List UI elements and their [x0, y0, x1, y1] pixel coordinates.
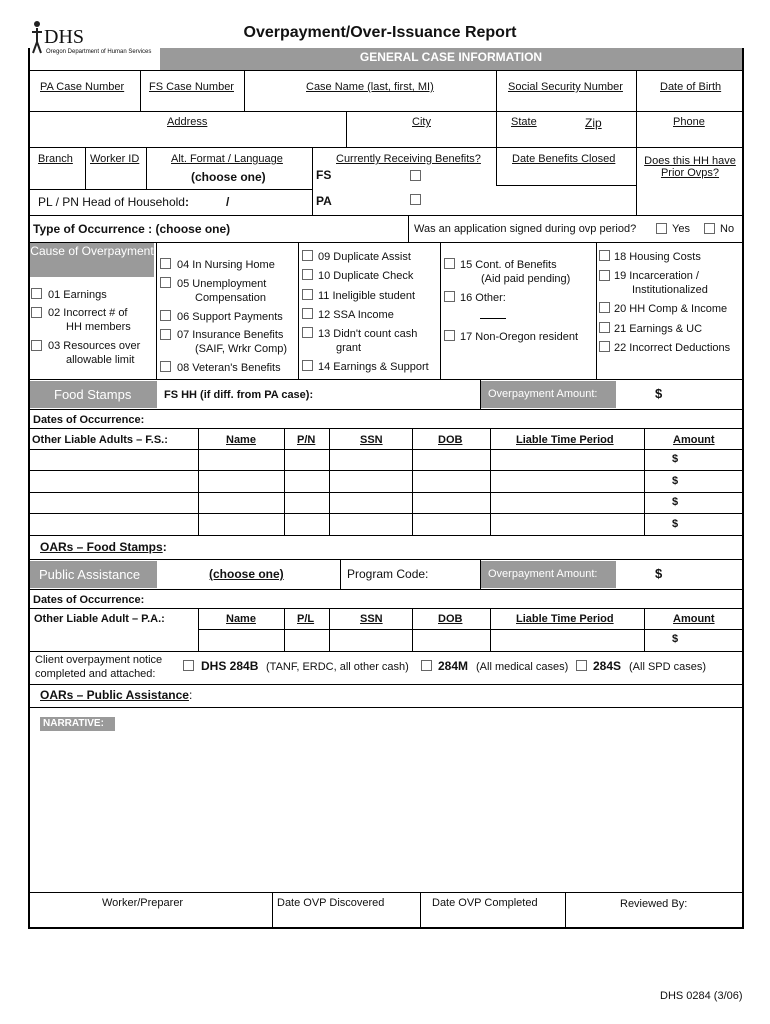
cause-13-label-line2: grant	[336, 342, 362, 354]
alt-format-choose[interactable]: (choose one)	[191, 170, 266, 184]
s284-checkbox[interactable]	[576, 660, 587, 671]
cause-07-label: 07 Insurance Benefits	[177, 329, 284, 341]
date-discovered-label: Date OVP Discovered	[277, 897, 385, 909]
yes-checkbox[interactable]	[656, 223, 667, 234]
cause-09-checkbox[interactable]	[302, 250, 313, 261]
section-header	[160, 48, 742, 70]
cause-16-checkbox[interactable]	[444, 291, 455, 302]
fs-amount-row3[interactable]: $	[672, 496, 679, 508]
pl-pn-text: PL / PN Head of Household	[38, 195, 185, 209]
pa-label: PA	[316, 194, 332, 208]
cause-05-checkbox[interactable]	[160, 277, 171, 288]
cause-06-label: 06 Support Payments	[177, 311, 283, 323]
application-signed-question: Was an application signed during ovp period?	[414, 223, 637, 235]
cause-06-checkbox[interactable]	[160, 310, 171, 321]
address-label: Address	[167, 116, 208, 128]
frame-bottom	[28, 927, 744, 929]
dhs284b-label: DHS 284B	[201, 659, 259, 673]
pa-period-header: Liable Time Period	[516, 613, 614, 625]
cause-02-checkbox[interactable]	[31, 307, 42, 318]
fs-name-header: Name	[226, 434, 256, 446]
no-label: No	[720, 223, 735, 235]
pa-ssn-header: SSN	[360, 613, 383, 625]
pa-overpayment-dollar[interactable]: $	[655, 566, 663, 581]
pl-pn-slash: /	[226, 195, 230, 209]
cause-04-checkbox[interactable]	[160, 258, 171, 269]
fs-amount-row4[interactable]: $	[672, 518, 679, 530]
fs-dob-header: DOB	[438, 434, 463, 446]
cause-05-label-line2: Compensation	[195, 292, 266, 304]
cause-21-label: 21 Earnings & UC	[614, 323, 703, 335]
cause-title: Cause of Overpayment	[30, 243, 154, 277]
cause-07-checkbox[interactable]	[160, 329, 171, 340]
dhs284b-note: (TANF, ERDC, all other cash)	[266, 661, 409, 673]
fs-amount-row1[interactable]: $	[672, 453, 679, 465]
pa-dob-header: DOB	[438, 613, 463, 625]
fs-oars-colon: :	[162, 540, 167, 554]
fs-oars-label	[40, 540, 167, 554]
fs-amount-header: Amount	[673, 434, 715, 446]
pa-receiving-checkbox[interactable]	[410, 194, 421, 205]
dob-label: Date of Birth	[660, 81, 722, 93]
pa-oars-colon: :	[188, 688, 193, 702]
pa-dates-label: Dates of Occurrence:	[33, 594, 145, 606]
cause-13-label: 13 Didn't count cash	[318, 328, 418, 340]
cause-09-label: 09 Duplicate Assist	[318, 251, 411, 263]
s284-note: (All SPD cases)	[629, 661, 707, 673]
fs-oars-text: OARs – Food Stamps	[40, 540, 163, 554]
pa-amount-header: Amount	[673, 613, 715, 625]
cause-17-label: 17 Non-Oregon resident	[460, 331, 579, 343]
cause-02-label-line2: HH members	[66, 321, 131, 333]
reviewed-by-label: Reviewed By:	[620, 898, 688, 910]
fs-hh-label: FS HH (if diff. from PA case):	[164, 389, 314, 401]
pa-overpayment-amount-label: Overpayment Amount:	[481, 561, 616, 588]
cause-10-checkbox[interactable]	[302, 269, 313, 280]
yes-label: Yes	[672, 223, 690, 235]
branch-label: Branch	[38, 153, 73, 165]
dhs284b-checkbox[interactable]	[183, 660, 194, 671]
cause-11-label: 11 Ineligible student	[318, 290, 416, 302]
logo-text: DHS	[44, 26, 85, 48]
food-stamps-title: Food Stamps	[30, 381, 157, 408]
state-label: State	[511, 116, 537, 128]
cause-15-checkbox[interactable]	[444, 258, 455, 269]
cause-02-label: 02 Incorrect # of	[48, 307, 128, 319]
worker-id-label: Worker ID	[90, 153, 140, 165]
phone-label: Phone	[673, 116, 705, 128]
cause-20-checkbox[interactable]	[599, 302, 610, 313]
cause-03-label: 03 Resources over	[48, 340, 141, 352]
cause-18-label: 18 Housing Costs	[614, 251, 701, 263]
fs-case-number-label: FS Case Number	[149, 81, 234, 93]
page-title: Overpayment/Over-Issuance Report	[243, 24, 517, 41]
public-assistance-title: Public Assistance	[30, 561, 157, 588]
cause-15-label-line2: (Aid paid pending)	[481, 273, 571, 285]
logo-figure-icon	[30, 20, 44, 54]
no-checkbox[interactable]	[704, 223, 715, 234]
pa-oars-text: OARs – Public Assistance	[40, 688, 189, 702]
notice-label-line2: completed and attached:	[35, 668, 156, 680]
pl-pn-colon: :	[184, 195, 189, 209]
cause-20-label: 20 HH Comp & Income	[614, 303, 728, 315]
section-title: GENERAL CASE INFORMATION	[359, 50, 543, 64]
pa-pl-header: P/L	[297, 613, 315, 625]
form-number: DHS 0284 (3/06)	[660, 990, 743, 1002]
cause-03-checkbox[interactable]	[31, 340, 42, 351]
program-code-label: Program Code:	[347, 567, 429, 581]
cause-04-label: 04 In Nursing Home	[177, 259, 275, 271]
cause-10-label: 10 Duplicate Check	[318, 270, 414, 282]
dhs-logo	[30, 20, 160, 58]
pa-case-number-label: PA Case Number	[40, 81, 125, 93]
cause-15-label: 15 Cont. of Benefits	[460, 259, 557, 271]
pa-liable-label: Other Liable Adult – P.A.:	[34, 613, 165, 625]
fs-ssn-header: SSN	[360, 434, 383, 446]
cause-22-checkbox[interactable]	[599, 341, 610, 352]
fs-period-header: Liable Time Period	[516, 434, 614, 446]
narrative-area[interactable]	[30, 735, 742, 890]
pa-amount-row1[interactable]: $	[672, 633, 679, 645]
cause-16-other-line[interactable]	[480, 318, 506, 319]
cause-19-checkbox[interactable]	[599, 270, 610, 281]
cause-12-checkbox[interactable]	[302, 308, 313, 319]
occurrence-choose[interactable]: (choose one)	[155, 222, 231, 236]
narrative-label: NARRATIVE:	[40, 717, 115, 731]
cause-01-checkbox[interactable]	[31, 288, 42, 299]
alt-format-label: Alt. Format / Language	[171, 153, 283, 165]
receiving-benefits-label: Currently Receiving Benefits?	[336, 153, 481, 165]
pa-name-header: Name	[226, 613, 256, 625]
ssn-label: Social Security Number	[508, 81, 623, 93]
fs-overpayment-amount-label: Overpayment Amount:	[481, 381, 616, 408]
cause-07-label-line2: (SAIF, Wrkr Comp)	[195, 343, 288, 355]
fs-overpayment-dollar[interactable]: $	[655, 386, 663, 401]
pa-oars-label	[40, 688, 192, 702]
case-name-label: Case Name (last, first, MI)	[306, 81, 434, 93]
occurrence-label-text: Type of Occurrence :	[33, 222, 153, 236]
frame-right	[742, 48, 744, 928]
cause-19-label-line2: Institutionalized	[632, 284, 708, 296]
cause-14-checkbox[interactable]	[302, 360, 313, 371]
cause-21-checkbox[interactable]	[599, 322, 610, 333]
occurrence-label	[33, 222, 230, 236]
fs-receiving-checkbox[interactable]	[410, 170, 421, 181]
cause-11-checkbox[interactable]	[302, 289, 313, 300]
fs-amount-row2[interactable]: $	[672, 475, 679, 487]
cause-12-label: 12 SSA Income	[318, 309, 394, 321]
cause-16-label: 16 Other:	[460, 292, 506, 304]
cause-17-checkbox[interactable]	[444, 330, 455, 341]
m284-note: (All medical cases)	[476, 661, 569, 673]
logo-subtext: Oregon Department of Human Services	[46, 49, 152, 55]
m284-label: 284M	[438, 659, 469, 673]
m284-checkbox[interactable]	[421, 660, 432, 671]
pa-choose-one[interactable]: (choose one)	[209, 567, 284, 581]
cause-01-label: 01 Earnings	[48, 289, 107, 301]
fs-label: FS	[316, 168, 332, 182]
fs-dates-label: Dates of Occurrence:	[33, 414, 145, 426]
cause-03-label-line2: allowable limit	[66, 354, 135, 366]
date-completed-label: Date OVP Completed	[432, 897, 538, 909]
cause-08-label: 08 Veteran's Benefits	[177, 362, 281, 374]
notice-label-line1: Client overpayment notice	[35, 654, 163, 666]
zip-label: Zip	[585, 116, 602, 130]
cause-08-checkbox[interactable]	[160, 361, 171, 372]
cause-05-label: 05 Unemployment	[177, 278, 267, 290]
fs-liable-label: Other Liable Adults – F.S.:	[32, 434, 168, 446]
cause-19-label: 19 Incarceration /	[614, 270, 699, 282]
cause-22-label: 22 Incorrect Deductions	[614, 342, 731, 354]
cause-14-label: 14 Earnings & Support	[318, 361, 429, 373]
prior-ovps-label: Does this HH have Prior Ovps?	[644, 155, 736, 179]
cause-18-checkbox[interactable]	[599, 250, 610, 261]
s284-label: 284S	[593, 659, 622, 673]
worker-preparer-label: Worker/Preparer	[102, 897, 184, 909]
fs-pn-header: P/N	[297, 434, 316, 446]
cause-13-checkbox[interactable]	[302, 327, 313, 338]
date-closed-label: Date Benefits Closed	[512, 153, 616, 165]
city-label: City	[412, 116, 431, 128]
pl-pn-label	[38, 195, 189, 209]
